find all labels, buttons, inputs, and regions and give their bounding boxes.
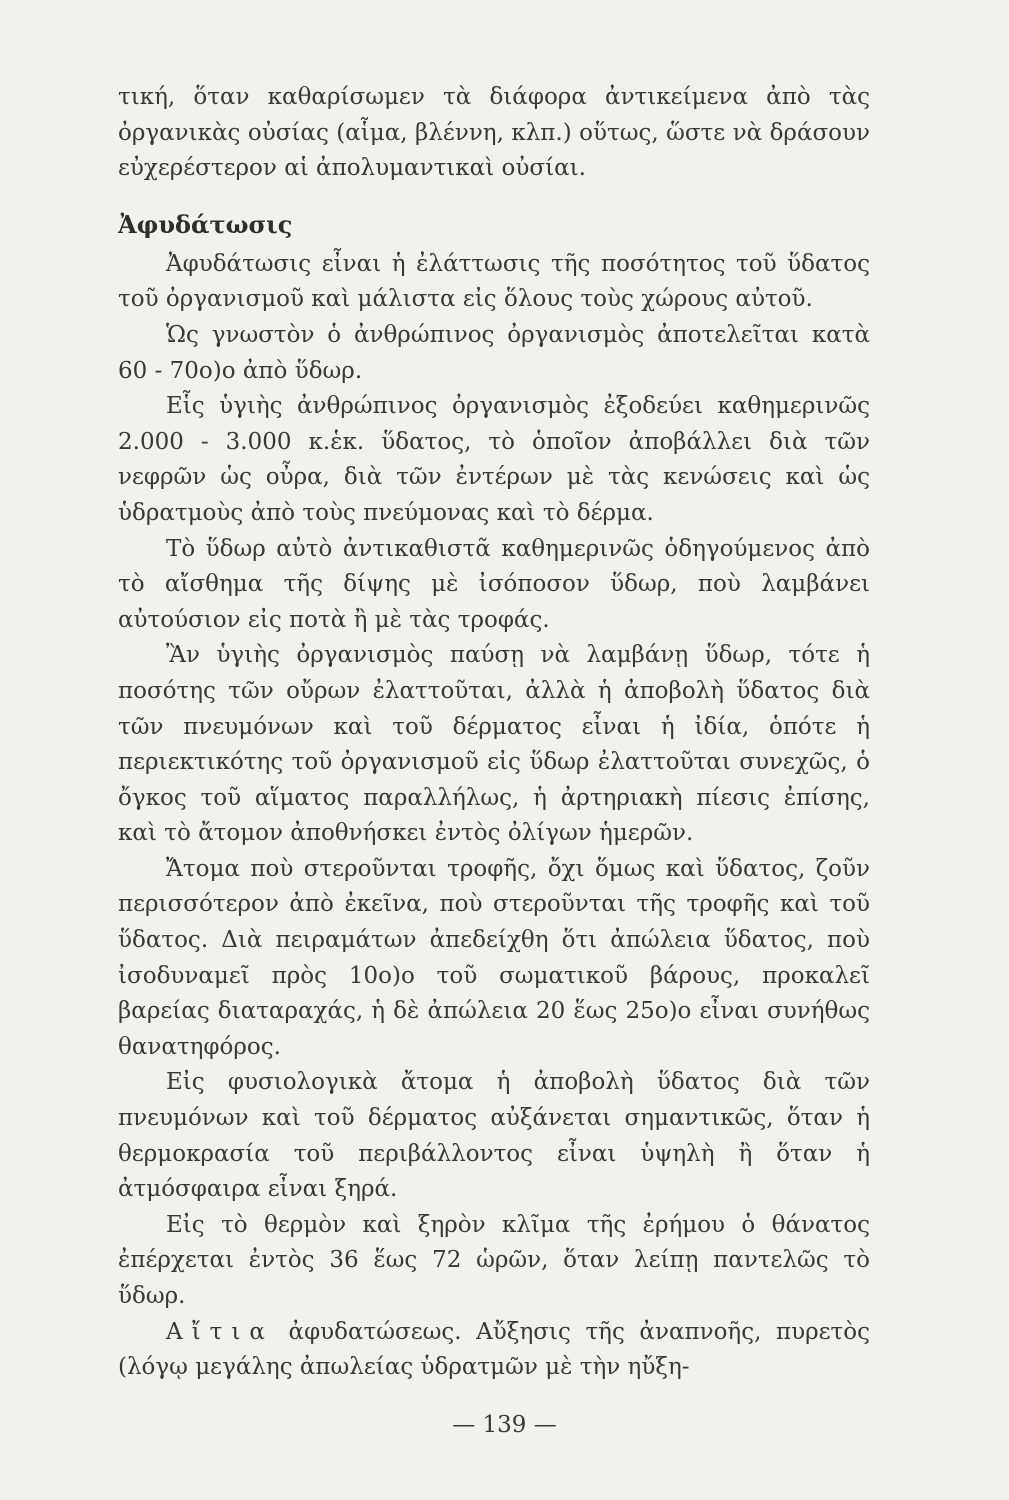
paragraph: Ἀφυδάτωσις εἶναι ἡ ἐλάττωσις τῆς ποσότητος τοῦ ὕδατος τοῦ ὀργανισμοῦ καὶ μάλιστα εἰς ὅλους τοὺς χώρους αὐτοῦ.	[118, 250, 870, 313]
causes-label: Αἴτια	[166, 1318, 274, 1345]
intro-paragraph: τική, ὅταν καθαρίσωμεν τὰ διάφορα ἀντικείμενα ἀπὸ τὰς ὀργανικὰς οὐσίας (αἷμα, βλέννη, κλπ.) οὕτως, ὥστε νὰ δράσουν εὐχερέστερον αἱ ἀπολυμαντικαὶ οὐσίαι.	[118, 84, 870, 182]
paragraph: Εἰς τὸ θερμὸν καὶ ξηρὸν κλῖμα τῆς ἐρήμου ὁ θάνατος ἐπέρχεται ἐντὸς 36 ἕως 72 ὡρῶν, ὅταν λείπῃ παντελῶς τὸ ὕδωρ.	[118, 1211, 870, 1309]
causes-paragraph	[118, 1315, 870, 1386]
page-number: — 139 —	[452, 1412, 557, 1438]
paragraph: Ἂν ὑγιὴς ὀργανισμὸς παύσῃ νὰ λαμβάνῃ ὕδωρ, τότε ἡ ποσότης τῶν οὔρων ἐλαττοῦται, ἀλλὰ ἡ ἀποβολὴ ὕδατος διὰ τῶν πνευμόνων καὶ τοῦ δέρματος εἶναι ἡ ἰδία, ὁπότε ἡ περιεκτικότης τοῦ ὀργανισμοῦ εἰς ὕδωρ ἐλαττοῦται συνεχῶς, ὁ ὄγκος τοῦ αἵματος παραλλήλως, ἡ ἀρτηριακὴ πίεσις ἐπίσης, καὶ τὸ ἄτομον ἀποθνήσκει ἐντὸς ὀλίγων ἡμερῶν.	[118, 642, 870, 847]
paragraph: Ἄτομα ποὺ στεροῦνται τροφῆς, ὄχι ὅμως καὶ ὕδατος, ζοῦν περισσότερον ἀπὸ ἐκεῖνα, ποὺ στεροῦνται τῆς τροφῆς καὶ τοῦ ὕδατος. Διὰ πειραμάτων ἀπεδείχθη ὅτι ἀπώλεια ὕδατος, ποὺ ἰσοδυναμεῖ πρὸς 10ο)ο τοῦ σωματικοῦ βάρους, προκαλεῖ βαρείας διαταραχάς, ἡ δὲ ἀπώλεια 20 ἕως 25ο)ο εἶναι συνήθως θανατηφόρος.	[118, 855, 870, 1060]
paragraph: Εἰς φυσιολογικὰ ἄτομα ἡ ἀποβολὴ ὕδατος διὰ τῶν πνευμόνων καὶ τοῦ δέρματος αὐξάνεται σημαντικῶς, ὅταν ἡ θερμοκρασία τοῦ περιβάλλοντος εἶναι ὑψηλὴ ἢ ὅταν ἡ ἀτμόσφαιρα εἶναι ξηρά.	[118, 1069, 870, 1203]
section-heading: Ἀφυδάτωσις	[118, 209, 293, 239]
paragraph: Εἷς ὑγιὴς ἀνθρώπινος ὀργανισμὸς ἐξοδεύει καθημερινῶς 2.000 - 3.000 κ.ἑκ. ὕδατος, τὸ ὁποῖον ἀποβάλλει διὰ τῶν νεφρῶν ὡς οὖρα, διὰ τῶν ἐντέρων μὲ τὰς κενώσεις καὶ ὡς ὑδρατμοὺς ἀπὸ τοὺς πνεύμονας καὶ τὸ δέρμα.	[118, 393, 870, 526]
body-text	[118, 80, 870, 1386]
paragraph: Ὡς γνωστὸν ὁ ἀνθρώπινος ὀργανισμὸς ἀποτελεῖται κατὰ 60 - 70ο)ο ἀπὸ ὕδωρ.	[118, 321, 870, 384]
causes-text: ἀφυδατώσεως. Αὔξησις τῆς ἀναπνοῆς, πυρετὸς (λόγῳ μεγάλης ἀπωλείας ὑδρατμῶν μὲ τὴν ηὔξη-	[118, 1318, 871, 1381]
paragraph: Τὸ ὕδωρ αὐτὸ ἀντικαθιστᾶ καθημερινῶς ὁδηγούμενος ἀπὸ τὸ αἴσθημα τῆς δίψης μὲ ἰσόποσον ὕδωρ, ποὺ λαμβάνει αὐτούσιον εἰς ποτὰ ἢ μὲ τὰς τροφάς.	[118, 535, 870, 633]
